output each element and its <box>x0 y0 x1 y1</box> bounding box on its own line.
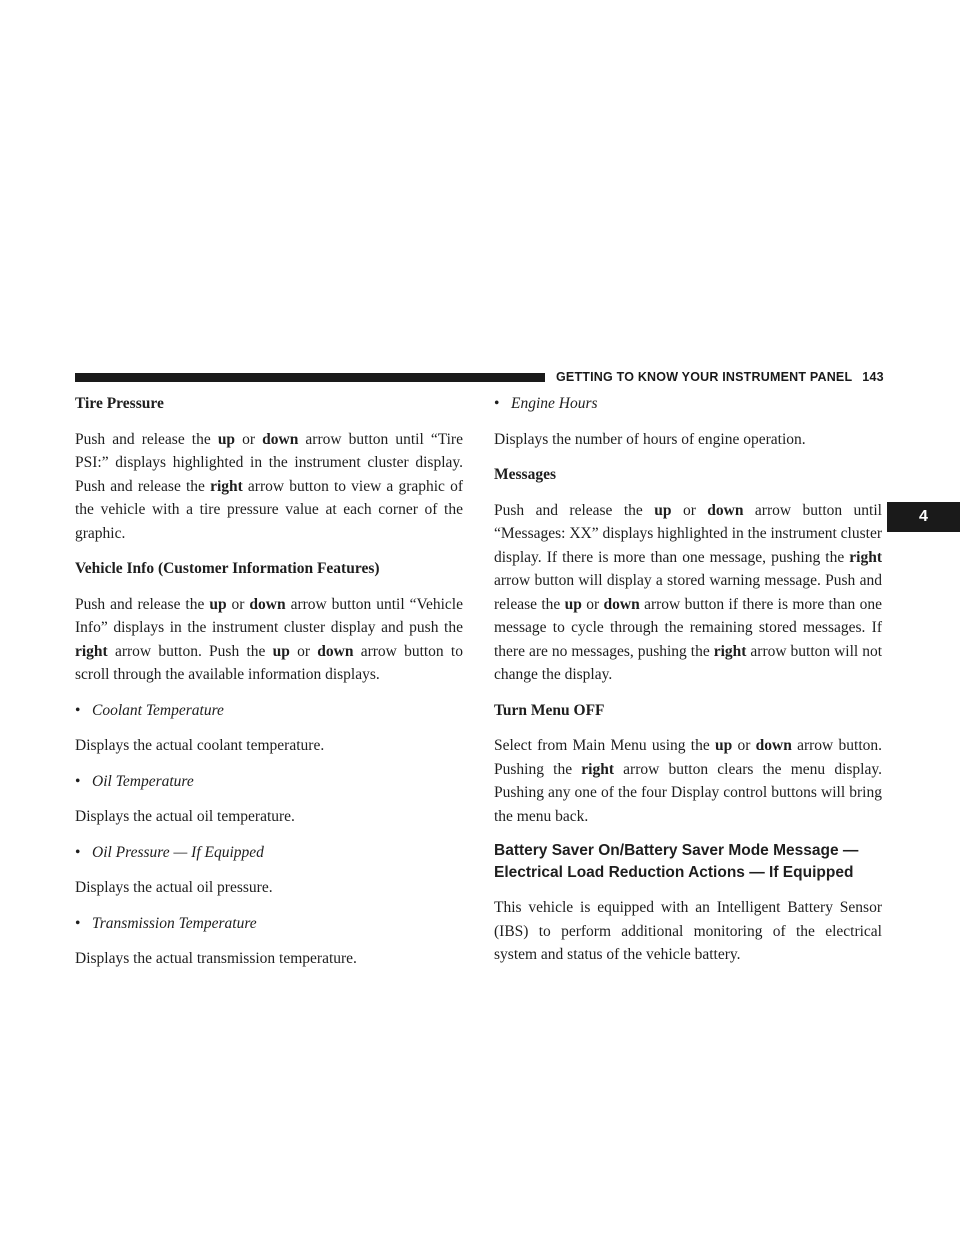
vehicle-info-paragraph: Push and release the up or down arrow button until “Vehicle Info” displays in the instrument cluster display and push the right arrow button. Push the up or down arrow button to scroll through the available information displays. <box>75 595 463 683</box>
list-item-transmission: • Transmission Temperature <box>75 914 257 932</box>
running-header <box>556 370 884 384</box>
coolant-description: Displays the actual coolant temperature. <box>75 737 325 754</box>
left-column <box>75 392 463 971</box>
vehicle-info-heading: Vehicle Info (Customer Information Features) <box>75 560 380 577</box>
list-item-oil-pressure: • Oil Pressure — If Equipped <box>75 843 264 861</box>
messages-paragraph: Push and release the up or down arrow button until “Messages: XX” displays highlighted in the instrument cluster display. If there is more than one message, pushing the right arrow button will display a stored warning message. Push and release the up or down arrow button if there is more than one message to cycle through the remaining stored messages. If there are no messages, pushing the right arrow button will not change the display. <box>494 501 883 683</box>
transmission-description: Displays the actual transmission temperature. <box>75 950 357 967</box>
list-item-coolant: • Coolant Temperature <box>75 701 224 719</box>
page-number: 143 <box>862 370 884 384</box>
tire-pressure-heading: Tire Pressure <box>75 395 164 412</box>
messages-heading: Messages <box>494 466 556 483</box>
battery-saver-heading: Battery Saver On/Battery Saver Mode Message — Electrical Load Reduction Actions — If Equipped <box>494 842 859 881</box>
right-column <box>494 392 882 967</box>
engine-hours-description: Displays the number of hours of engine operation. <box>494 430 806 448</box>
chapter-tab: 4 <box>887 502 960 532</box>
oil-temperature-description: Displays the actual oil temperature. <box>75 808 295 825</box>
header-title: GETTING TO KNOW YOUR INSTRUMENT PANEL <box>556 370 853 384</box>
header-rule <box>75 373 545 382</box>
tire-pressure-paragraph: Push and release the up or down arrow button until “Tire PSI:” displays highlighted in the instrument cluster display. Push and release the right arrow button to view a graphic of the vehicle with a tire pressure value at each corner of the graphic. <box>75 430 463 542</box>
battery-saver-paragraph: This vehicle is equipped with an Intelligent Battery Sensor (IBS) to perform additional monitoring of the electrical system and status of the vehicle battery. <box>494 899 882 963</box>
turn-menu-off-paragraph: Select from Main Menu using the up or down arrow button. Pushing the right arrow button clears the menu display. Pushing any one of the four Display control buttons will bring the menu back. <box>494 737 882 825</box>
list-item-oil-temperature: • Oil Temperature <box>75 772 194 790</box>
turn-menu-off-heading: Turn Menu OFF <box>494 701 605 719</box>
oil-pressure-description: Displays the actual oil pressure. <box>75 879 273 896</box>
list-item-engine-hours: • Engine Hours <box>494 395 598 412</box>
